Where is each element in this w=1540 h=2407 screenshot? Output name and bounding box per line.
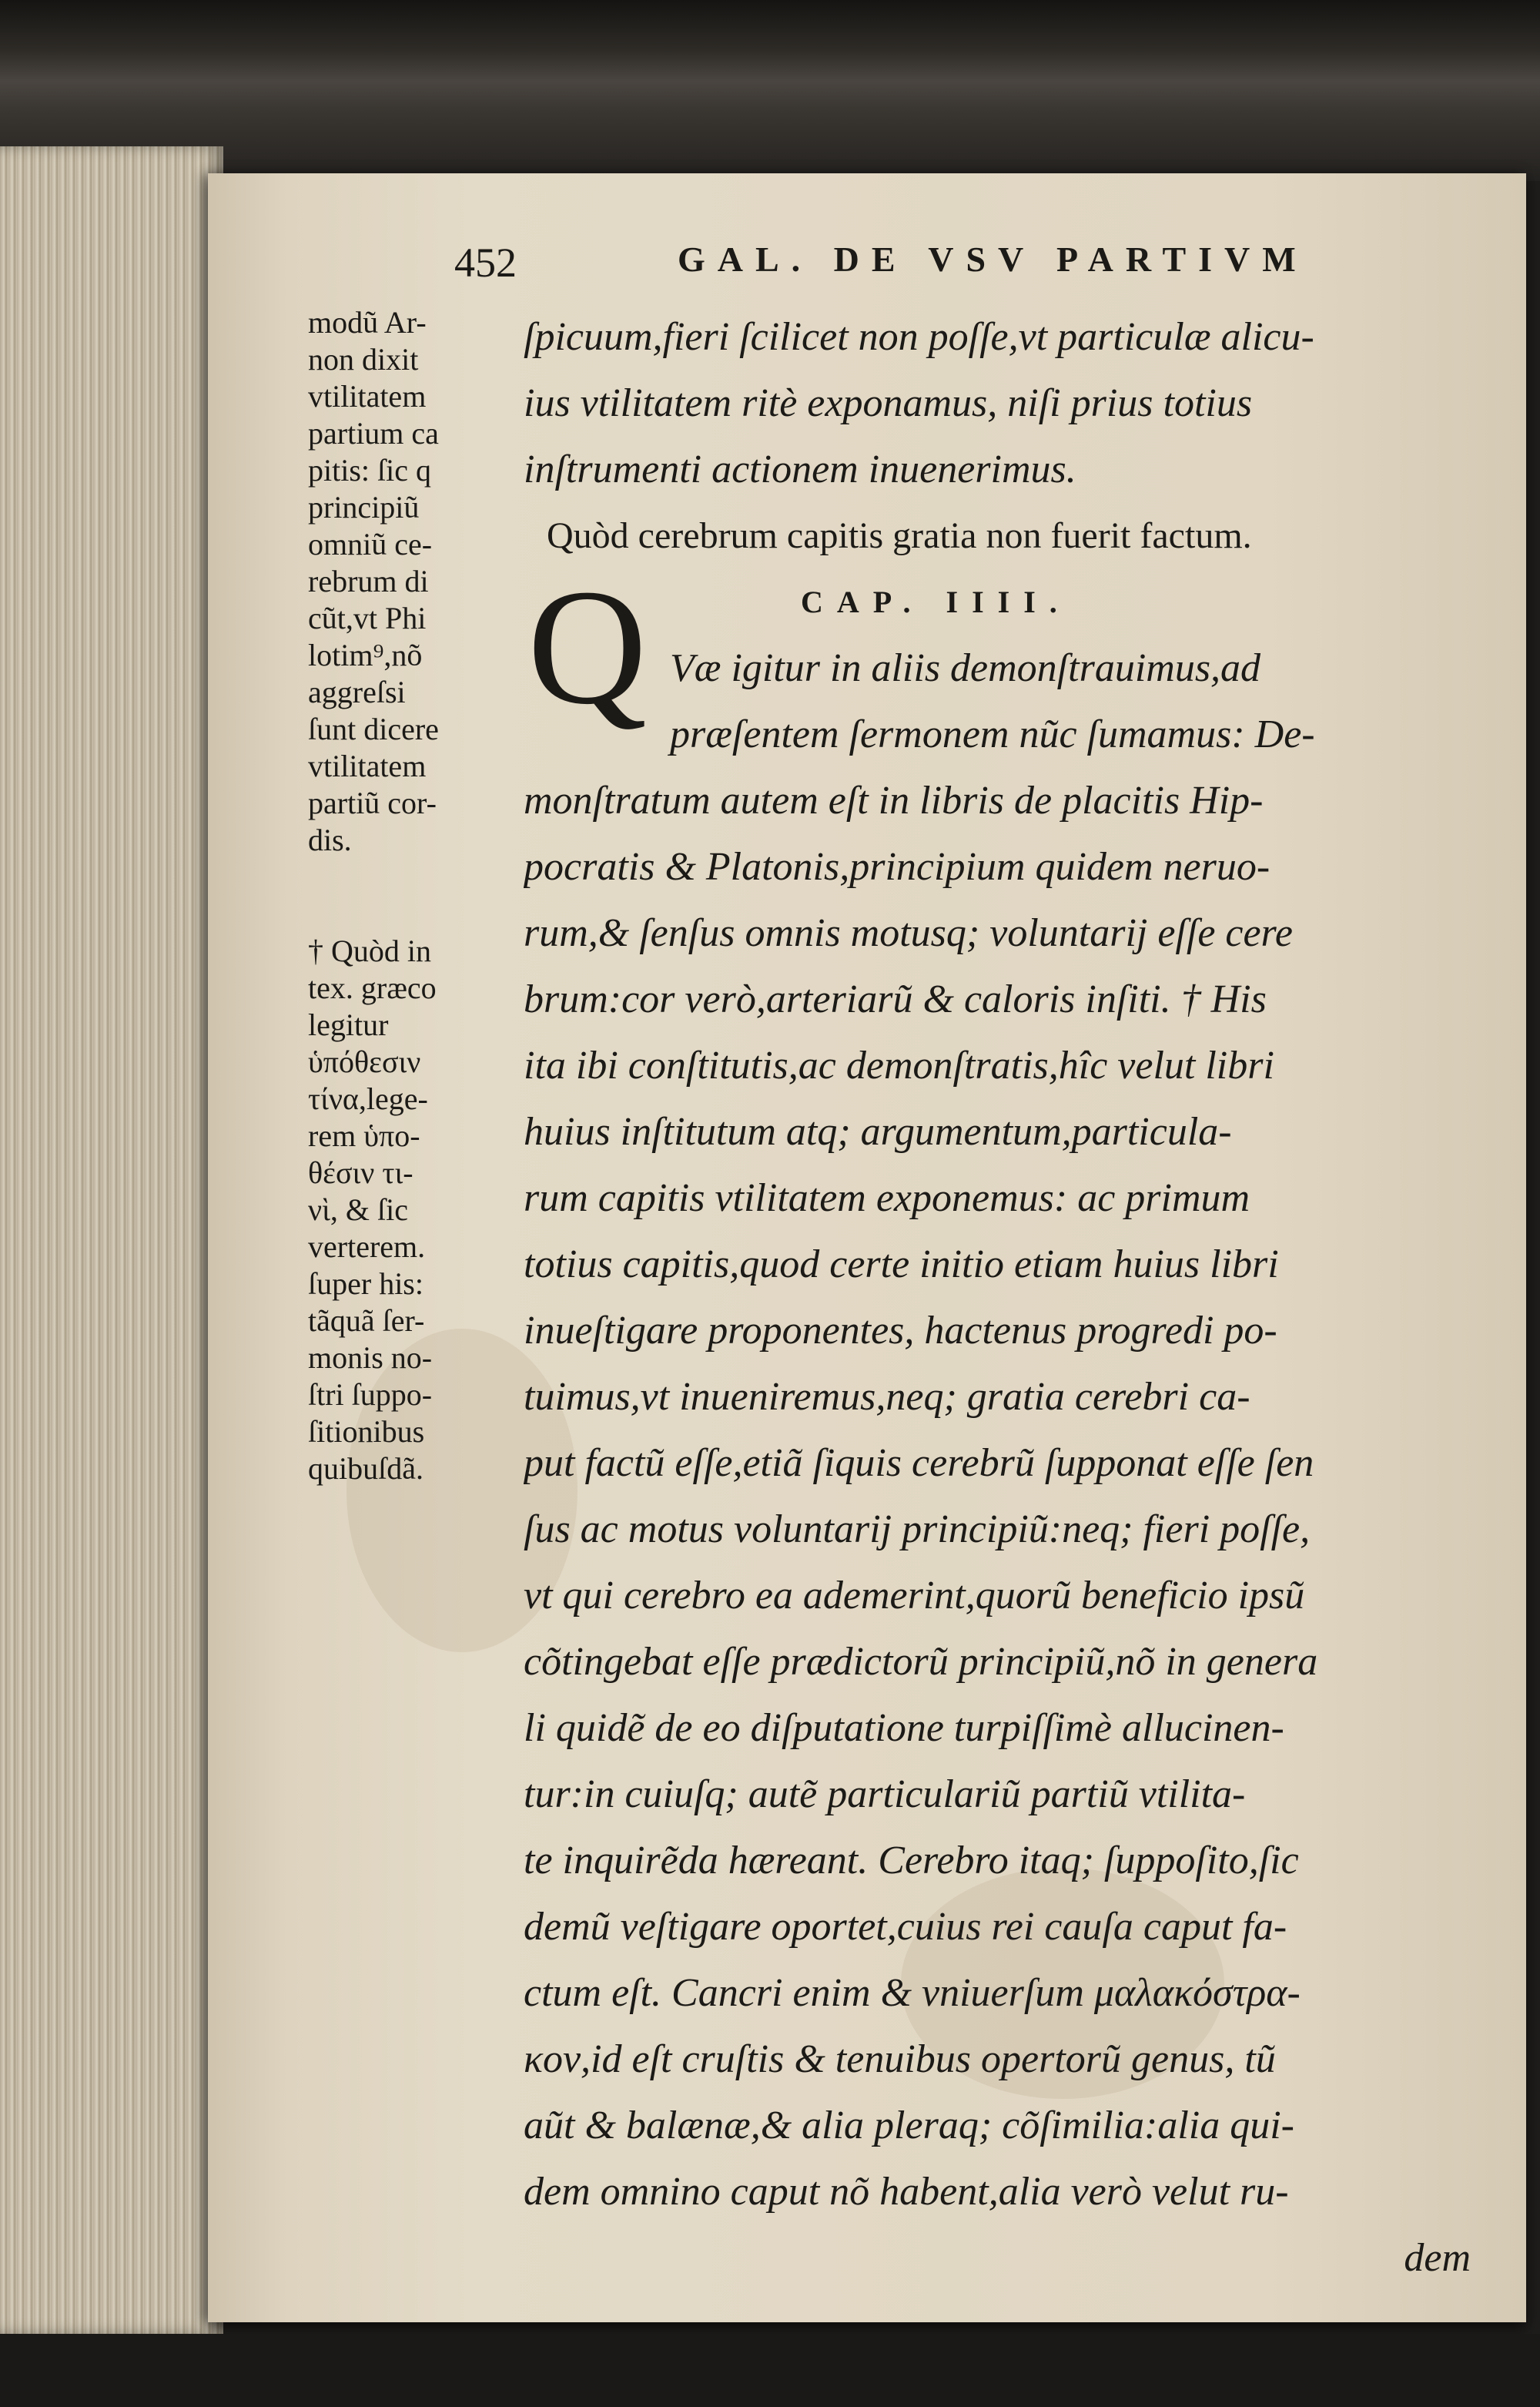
margin-notes	[308, 304, 516, 1487]
text-line: monſtratum autem eſt in libris de placitis Hip-	[524, 779, 1264, 823]
text-line: aũt & balænæ,& alia pleraq; cõſimilia:alia qui-	[524, 2104, 1294, 2147]
drop-cap: Q	[527, 555, 648, 739]
margin-note-line: partiũ cor-	[308, 786, 437, 820]
margin-note-line: dis.	[308, 823, 352, 857]
margin-note-line: modũ Ar-	[308, 305, 427, 340]
main-text	[524, 304, 1471, 2291]
text-line: ctum eſt. Cancri enim & vniuerſum μαλακόστρα-	[524, 1971, 1301, 2015]
margin-note-line: lotim⁹,nõ	[308, 638, 423, 672]
text-line: κον,id eſt cruſtis & tenuibus opertorũ genus, tũ	[524, 2037, 1276, 2081]
text-line: inueſtigare proponentes, hactenus progredi po-	[524, 1309, 1277, 1353]
margin-note-line: non dixit	[308, 342, 419, 377]
text-line: demũ veſtigare oportet,cuius rei cauſa caput fa-	[524, 1905, 1287, 1949]
margin-note-line: aggreſsi	[308, 675, 406, 709]
margin-note-line: verterem.	[308, 1229, 426, 1264]
text-line: te inquirẽda hæreant. Cerebro itaq; ſuppoſito,ſic	[524, 1839, 1299, 1882]
text-line: dem omnino caput nõ habent,alia verò velut ru-	[524, 2170, 1289, 2214]
text-line: tuimus,vt inueniremus,neq; gratia cerebri ca-	[524, 1375, 1250, 1419]
margin-note-line: principiũ	[308, 490, 420, 525]
margin-note-2	[308, 933, 516, 1487]
page-number: 452	[454, 240, 517, 286]
text-line: inſtrumenti actionem inuenerimus.	[524, 448, 1076, 491]
margin-note-line: θέσιν τι-	[308, 1155, 413, 1190]
margin-note-line: rebrum di	[308, 564, 429, 598]
text-line: li quidẽ de eo diſputatione turpiſſimè allucinen-	[524, 1706, 1284, 1750]
text-line: ſus ac motus voluntarij principiũ:neq; fieri poſſe,	[524, 1507, 1311, 1551]
text-line: Væ igitur in aliis demonſtrauimus,ad	[670, 646, 1261, 690]
margin-note-line: cũt,vt Phi	[308, 601, 427, 635]
margin-note-line: tãquã ſer-	[308, 1303, 425, 1338]
text-line: ita ibi conſtitutis,ac demonſtratis,hîc velut libri	[524, 1044, 1274, 1088]
margin-note-line: ſitionibus	[308, 1414, 425, 1449]
margin-note-line: vtilitatem	[308, 379, 427, 414]
margin-note-line: omniũ ce-	[308, 527, 433, 562]
margin-note-line: quibuſdã.	[308, 1451, 424, 1486]
margin-note-line: ſtri ſuppo-	[308, 1377, 433, 1412]
text-line: præſentem ſermonem nũc ſumamus: De-	[670, 712, 1315, 756]
margin-note-line: partium ca	[308, 416, 439, 451]
margin-note-line: tex. græco	[308, 971, 437, 1005]
text-line: rum capitis vtilitatem exponemus: ac primum	[524, 1176, 1250, 1220]
text-line: cõtingebat eſſe prædictorũ principiũ,nõ in genera	[524, 1640, 1318, 1684]
text-line: vt qui cerebro ea ademerint,quorũ beneficio ipsũ	[524, 1574, 1305, 1618]
margin-note-line: † Quòd in	[308, 934, 431, 968]
chapter-title: Quòd cerebrum capitis gratia non fuerit factum.	[547, 515, 1252, 556]
margin-note-line: legitur	[308, 1007, 389, 1042]
text-line: brum:cor verò,arteriarũ & caloris inſiti. † His	[524, 977, 1267, 1021]
page-edges	[0, 146, 223, 2334]
margin-note-line: ὑπόθεσιν	[308, 1044, 421, 1079]
text-line: tur:in cuiuſq; autẽ particulariũ partiũ vtilita-	[524, 1772, 1246, 1816]
margin-note-line: νὶ, & ſic	[308, 1192, 408, 1227]
catchword: dem	[1404, 2236, 1471, 2280]
text-line: rum,& ſenſus omnis motusq; voluntarij eſſe cere	[524, 911, 1293, 955]
margin-note-line: pitis: ſic q	[308, 453, 431, 488]
book-binding	[0, 0, 1540, 181]
background-bottom	[0, 2334, 1540, 2407]
margin-note-1	[308, 304, 516, 859]
text-line: ius vtilitatem ritè exponamus, niſi prius totius	[524, 381, 1253, 425]
text-line: huius inſtitutum atq; argumentum,particula-	[524, 1110, 1232, 1154]
text-line: ſpicuum,fieri ſcilicet non poſſe,vt particulæ alicu-	[524, 315, 1314, 359]
margin-note-line: τίνα,lege-	[308, 1081, 428, 1116]
margin-note-line: ſuper his:	[308, 1266, 424, 1301]
chapter-number: CAP. IIII.	[801, 585, 1071, 619]
margin-note-line: monis no-	[308, 1340, 433, 1375]
margin-note-line: rem ὑπο-	[308, 1118, 420, 1153]
margin-note-line: vtilitatem	[308, 749, 427, 783]
running-head: GAL. DE VSV PARTIVM	[678, 240, 1308, 279]
text-line: totius capitis,quod certe initio etiam huius libri	[524, 1242, 1279, 1286]
margin-note-line: ſunt dicere	[308, 712, 439, 746]
text-line: put factũ eſſe,etiã ſiquis cerebrũ ſupponat eſſe ſen	[524, 1441, 1314, 1485]
text-line: pocratis & Platonis,principium quidem neruo-	[524, 845, 1270, 889]
